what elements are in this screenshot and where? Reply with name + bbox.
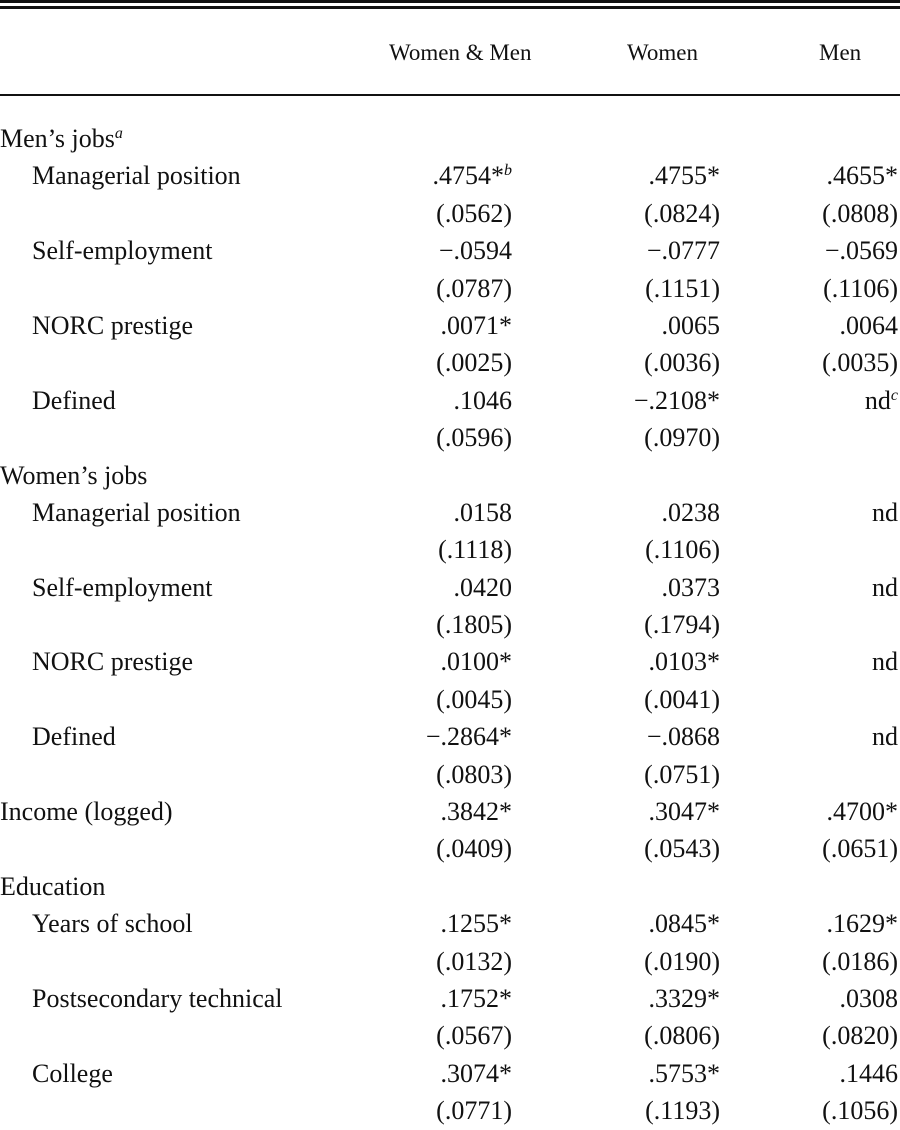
cell-text: (.1106) xyxy=(823,273,898,303)
cell-text: .0100* xyxy=(440,647,512,677)
row-label-text: Men’s jobs xyxy=(0,124,115,153)
cell-value xyxy=(436,195,512,232)
cell-text: .0420 xyxy=(453,572,512,602)
cell-text: (.0186) xyxy=(822,946,898,976)
table-row xyxy=(0,569,900,606)
cell-text: .4655* xyxy=(826,161,898,191)
cell-text: (.1118) xyxy=(438,535,512,565)
cell-value xyxy=(644,681,720,718)
cell-value xyxy=(825,232,898,269)
cell-value xyxy=(872,494,898,531)
cell-value xyxy=(649,980,721,1017)
row-label-text: Education xyxy=(0,871,106,901)
cell-text: (.0045) xyxy=(436,684,512,714)
row-label xyxy=(32,718,116,755)
cell-text: (.0771) xyxy=(436,1096,512,1126)
cell-text: (.0751) xyxy=(644,759,720,789)
cell-value xyxy=(433,157,513,194)
cell-text: (.0567) xyxy=(436,1021,512,1051)
cell-text: (.0036) xyxy=(644,348,720,378)
cell-text: .0373 xyxy=(661,572,720,602)
cell-value xyxy=(436,943,512,980)
cell-text: .0065 xyxy=(661,310,720,340)
table-row xyxy=(0,120,900,157)
cell-text: (.0132) xyxy=(436,946,512,976)
cell-value xyxy=(454,494,513,531)
cell-value xyxy=(822,1017,898,1054)
table-row xyxy=(0,344,900,381)
table-row xyxy=(0,718,900,755)
row-label-text: Self-employment xyxy=(32,572,213,602)
cell-value xyxy=(436,756,512,793)
table-row xyxy=(0,307,900,344)
cell-value xyxy=(454,569,513,606)
cell-text: .3047* xyxy=(648,797,720,827)
cell-value xyxy=(436,1017,512,1054)
cell-value xyxy=(662,569,721,606)
cell-text: .1255* xyxy=(440,909,512,939)
row-label-text: Income (logged) xyxy=(0,797,173,827)
cell-value xyxy=(827,157,899,194)
cell-text: .3329* xyxy=(648,983,720,1013)
row-label xyxy=(32,905,193,942)
cell-text: .4700* xyxy=(826,797,898,827)
cell-value xyxy=(822,195,898,232)
cell-text: .0158 xyxy=(453,497,512,527)
table-row xyxy=(0,382,900,419)
row-label xyxy=(32,1055,113,1092)
table-row xyxy=(0,157,900,194)
cell-value xyxy=(441,307,513,344)
row-label-text: Defined xyxy=(32,722,116,752)
table-row xyxy=(0,1017,900,1054)
cell-value xyxy=(436,681,512,718)
cell-text: .5753* xyxy=(648,1058,720,1088)
table-row xyxy=(0,793,900,830)
cell-text: .0845* xyxy=(648,909,720,939)
table-row xyxy=(0,419,900,456)
cell-value xyxy=(827,793,899,830)
cell-value xyxy=(822,1092,898,1129)
cell-text: (.0806) xyxy=(644,1021,720,1051)
cell-value xyxy=(644,419,720,456)
cell-value xyxy=(823,270,898,307)
cell-text: (.0824) xyxy=(644,198,720,228)
cell-text: .1046 xyxy=(453,385,512,415)
row-label xyxy=(32,643,193,680)
cell-text: (.0651) xyxy=(822,834,898,864)
table-row xyxy=(0,270,900,307)
cell-value xyxy=(645,270,720,307)
cell-value xyxy=(436,1092,512,1129)
top-rule-outer xyxy=(0,0,900,3)
cell-text: (.1151) xyxy=(645,273,720,303)
row-label-text: Women’s jobs xyxy=(0,460,148,490)
cell-value xyxy=(644,195,720,232)
cell-value xyxy=(822,830,898,867)
row-label-text: Managerial position xyxy=(32,497,241,527)
cell-text: −.0777 xyxy=(646,236,720,266)
cell-value xyxy=(644,830,720,867)
row-label-text: Self-employment xyxy=(32,236,213,266)
row-label xyxy=(0,793,173,830)
cell-text: nd xyxy=(872,572,898,602)
cell-text: .0064 xyxy=(839,310,898,340)
cell-value xyxy=(454,382,513,419)
table-row xyxy=(0,195,900,232)
cell-value xyxy=(645,1092,720,1129)
cell-text: (.1106) xyxy=(645,535,720,565)
cell-value xyxy=(840,307,899,344)
cell-text: nd xyxy=(872,722,898,752)
cell-value xyxy=(436,344,512,381)
row-label-text: Managerial position xyxy=(32,161,241,191)
cell-text: (.0035) xyxy=(822,348,898,378)
cell-value xyxy=(441,793,513,830)
table-row xyxy=(0,1055,900,1092)
cell-value xyxy=(872,643,898,680)
cell-text: (.1794) xyxy=(644,610,720,640)
cell-value xyxy=(649,793,721,830)
cell-value xyxy=(644,943,720,980)
cell-text: nd xyxy=(864,385,891,415)
cell-value xyxy=(645,531,720,568)
row-label-text: NORC prestige xyxy=(32,310,194,340)
cell-text: (.0820) xyxy=(822,1021,898,1051)
table-row xyxy=(0,681,900,718)
cell-text: (.0041) xyxy=(644,684,720,714)
footnote-marker: c xyxy=(890,386,898,404)
cell-value xyxy=(436,270,512,307)
cell-value xyxy=(439,232,512,269)
cell-text: −.2108* xyxy=(633,385,720,415)
cell-value xyxy=(441,980,513,1017)
cell-value xyxy=(436,606,512,643)
table-row xyxy=(0,457,900,494)
row-label xyxy=(32,494,241,531)
row-label-text: Postsecondary technical xyxy=(32,983,283,1013)
table-row xyxy=(0,232,900,269)
cell-value xyxy=(441,643,513,680)
cell-value xyxy=(441,905,513,942)
table-row xyxy=(0,830,900,867)
row-label xyxy=(32,382,116,419)
row-label-text: Defined xyxy=(32,385,116,415)
table-row xyxy=(0,943,900,980)
row-label xyxy=(32,232,213,269)
cell-value xyxy=(649,643,721,680)
row-label xyxy=(32,307,193,344)
cell-text: nd xyxy=(872,497,898,527)
cell-value xyxy=(436,419,512,456)
cell-text: (.0787) xyxy=(436,273,512,303)
cell-value xyxy=(644,1017,720,1054)
table-row xyxy=(0,531,900,568)
cell-value xyxy=(662,494,721,531)
row-label xyxy=(32,569,213,606)
cell-text: .4754* xyxy=(432,161,504,191)
cell-text: (.1056) xyxy=(822,1096,898,1126)
cell-value xyxy=(438,531,512,568)
cell-value xyxy=(436,830,512,867)
cell-value xyxy=(662,307,721,344)
cell-value xyxy=(872,569,898,606)
cell-value xyxy=(822,344,898,381)
table-row xyxy=(0,868,900,905)
cell-text: nd xyxy=(872,647,898,677)
cell-text: (.0562) xyxy=(436,198,512,228)
cell-value xyxy=(649,1055,721,1092)
table-row xyxy=(0,756,900,793)
cell-text: (.0543) xyxy=(644,834,720,864)
footnote-marker: b xyxy=(504,162,512,180)
cell-text: .1629* xyxy=(826,909,898,939)
table-body xyxy=(0,120,900,1130)
cell-text: .0308 xyxy=(839,983,898,1013)
cell-text: .4755* xyxy=(648,161,720,191)
cell-text: −.0868 xyxy=(646,722,720,752)
cell-value xyxy=(872,718,898,755)
cell-text: −.0569 xyxy=(824,236,898,266)
column-header-men: Men xyxy=(819,40,862,65)
cell-text: .0071* xyxy=(440,310,512,340)
cell-text: (.0970) xyxy=(644,423,720,453)
cell-value xyxy=(840,980,899,1017)
cell-text: −.2864* xyxy=(425,722,512,752)
cell-text: (.0025) xyxy=(436,348,512,378)
cell-value xyxy=(644,344,720,381)
cell-text: (.0409) xyxy=(436,834,512,864)
table-row xyxy=(0,980,900,1017)
table-header xyxy=(0,40,900,72)
cell-value xyxy=(649,157,721,194)
row-label xyxy=(32,980,283,1017)
cell-text: .1446 xyxy=(839,1058,898,1088)
table-row xyxy=(0,643,900,680)
cell-text: (.0596) xyxy=(436,423,512,453)
cell-text: .3842* xyxy=(440,797,512,827)
header-rule xyxy=(0,94,900,96)
cell-value xyxy=(634,382,720,419)
cell-value xyxy=(822,943,898,980)
cell-text: .0238 xyxy=(661,497,720,527)
row-label xyxy=(0,457,147,494)
cell-text: (.0803) xyxy=(436,759,512,789)
cell-text: (.0808) xyxy=(822,198,898,228)
cell-text: .1752* xyxy=(440,983,512,1013)
top-rule-inner xyxy=(0,6,900,9)
table-row xyxy=(0,1092,900,1129)
row-label xyxy=(0,120,123,157)
cell-value xyxy=(644,606,720,643)
row-label-text: NORC prestige xyxy=(32,647,194,677)
cell-value xyxy=(647,232,720,269)
column-header-women-and-men: Women & Men xyxy=(389,40,532,65)
cell-text: −.0594 xyxy=(438,236,512,266)
footnote-marker: a xyxy=(114,125,123,142)
cell-text: .3074* xyxy=(440,1058,512,1088)
cell-value xyxy=(644,756,720,793)
cell-value xyxy=(649,905,721,942)
cell-value xyxy=(426,718,512,755)
row-label-text: College xyxy=(32,1058,113,1088)
row-label xyxy=(0,868,105,905)
row-label-text: Years of school xyxy=(32,909,193,939)
cell-value xyxy=(840,1055,899,1092)
cell-value xyxy=(827,905,899,942)
cell-value xyxy=(865,382,898,419)
table-row xyxy=(0,606,900,643)
cell-text: .0103* xyxy=(648,647,720,677)
column-header-women: Women xyxy=(627,40,698,65)
cell-value xyxy=(441,1055,513,1092)
cell-text: (.1193) xyxy=(645,1096,720,1126)
cell-text: (.1805) xyxy=(436,610,512,640)
row-label xyxy=(32,157,241,194)
cell-value xyxy=(647,718,720,755)
cell-text: (.0190) xyxy=(644,946,720,976)
table-row xyxy=(0,905,900,942)
table-row xyxy=(0,494,900,531)
